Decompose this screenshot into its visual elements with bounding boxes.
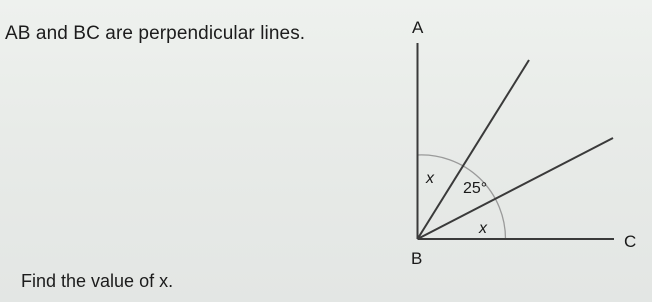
label-angle-lower-x: x — [479, 220, 487, 237]
question-statement: AB and BC are perpendicular lines. — [5, 23, 306, 44]
label-point-c: C — [624, 232, 637, 251]
ray-upper — [418, 60, 530, 239]
label-angle-upper-x: x — [426, 170, 434, 187]
label-angle-25: 25° — [463, 180, 488, 197]
label-point-a: A — [412, 18, 424, 37]
label-point-b: B — [411, 249, 423, 268]
question-prompt: Find the value of x. — [21, 271, 174, 291]
ray-lower — [418, 138, 614, 239]
